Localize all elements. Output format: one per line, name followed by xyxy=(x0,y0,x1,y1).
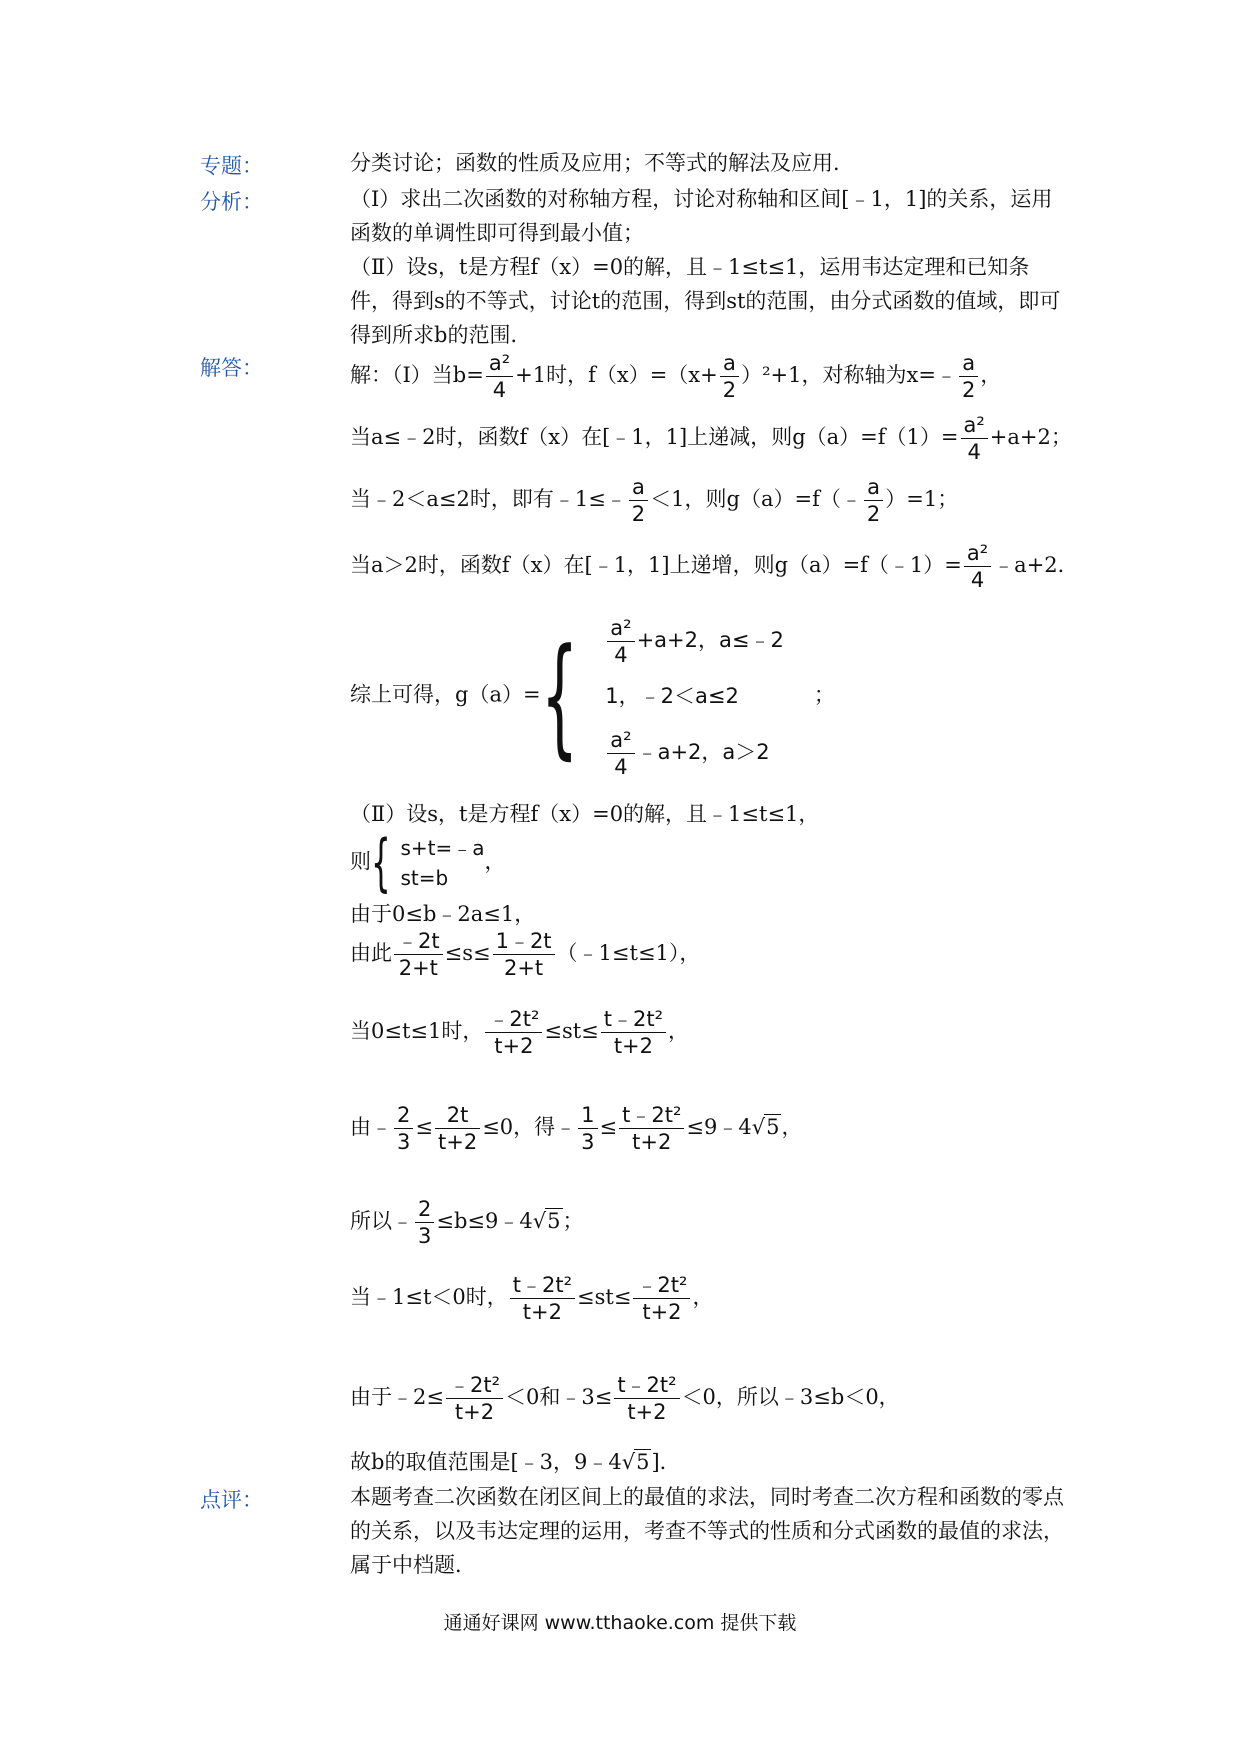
topic-text: 分类讨论；函数的性质及应用；不等式的解法及应用． xyxy=(350,151,854,175)
footer-watermark: 通通好课网 www.tthaoke.com 提供下载 xyxy=(443,1612,797,1634)
solution-label: 解答： xyxy=(200,356,263,380)
comment-text: 本题考查二次函数在闭区间上的最值的求法，同时考查二次方程和函数的零点的关系，以及韦达定理的运用，考查不等式的性质和分式函数的最值的求法，属于中档题． xyxy=(350,1485,1064,1577)
left-brace: { xyxy=(540,620,578,772)
analysis-label: 分析： xyxy=(200,190,263,214)
piecewise-definition: 综上可得，g（a）={ $\frac{\text{a²}}{4}$ +a+2，a≤﹣2 1，﹣2＜a≤2 $\frac{\text{a²}}{4}$ ﹣a+2，a＞2 ； xyxy=(350,612,835,780)
solution-line-3: 当﹣2＜a≤2时，即有﹣1≤﹣ $\frac{a}{2}$ ＜1，则g（a）=f（﹣ $\frac{a}{2}$ ）=1； xyxy=(350,475,959,526)
solution-line-4: 当a＞2时，函数f（x）在[﹣1，1]上递增，则g（a）=f（﹣1）= $\frac{\text{a²}}{4}$ ﹣a+2． xyxy=(350,541,1079,592)
solution-line-13: 当﹣1≤t＜0时， $\frac{\text{t﹣2t²}}{t+2}$ ≤st≤ $\frac{\text{﹣2t²}}{t+2}$ ， xyxy=(350,1273,714,1324)
solution-line-11: 由﹣ $\frac{2}{3}$ ≤ $\frac{2t}{t+2}$ ≤0，得﹣ $\frac{1}{3}$ ≤ $\frac{\text{t﹣2t²}}{t+2}$ ≤9﹣4√5， xyxy=(350,1103,803,1154)
solution-line-12: 所以﹣ $\frac{2}{3}$ ≤b≤9﹣4√5； xyxy=(350,1197,584,1248)
solution-line-10: 当0≤t≤1时， $\frac{\text{﹣2t²}}{t+2}$ ≤st≤ $\frac{\text{t﹣2t²}}{t+2}$ ， xyxy=(350,1007,690,1058)
case-1: $\frac{\text{a²}}{4}$ +a+2，a≤﹣2 xyxy=(605,612,784,668)
case-3: $\frac{\text{a²}}{4}$ ﹣a+2，a＞2 xyxy=(605,724,784,780)
analysis-paragraph-2: （Ⅱ）设s，t是方程f（x）=0的解，且﹣1≤t≤1，运用韦达定理和已知条件，得到s的不等式，讨论t的范围，得到st的范围，由分式函数的值域，即可得到所求b的范围． xyxy=(350,255,1061,347)
solution-line-14: 由于﹣2≤ $\frac{\text{﹣2t²}}{t+2}$ ＜0和﹣3≤ $\frac{\text{t﹣2t²}}{t+2}$ ＜0，所以﹣3≤b＜0， xyxy=(350,1373,900,1424)
topic-label: 专题： xyxy=(200,154,263,178)
case-2: 1，﹣2＜a≤2 xyxy=(605,684,739,708)
solution-line-9: 由此 $\frac{﹣2t}{2+t}$ ≤s≤ $\frac{1﹣2t}{2+t}$ （﹣1≤t≤1）， xyxy=(350,929,701,980)
piecewise-cases xyxy=(605,612,784,780)
analysis-paragraph-1: （Ⅰ）求出二次函数的对称轴方程，讨论对称轴和区间[﹣1，1]的关系，运用函数的单调性即可得到最小值； xyxy=(350,187,1053,245)
solution-line-15: 故b的取值范围是[﹣3，9﹣4√5]． xyxy=(350,1450,681,1474)
solution-line-6: （Ⅱ）设s，t是方程f（x）=0的解，且﹣1≤t≤1， xyxy=(350,802,820,826)
equation-system: 则{ s+t=﹣a st=b ， xyxy=(350,826,506,899)
system-brace: { xyxy=(371,826,391,899)
comment-label: 点评： xyxy=(200,1488,263,1512)
solution-line-1: 解：（Ⅰ）当b= $\frac{\text{a²}}{4}$ +1时，f（x）=（x+ $\frac{a}{2}$ ）²+1，对称轴为x=﹣ $\frac{a}{2}$ ， xyxy=(350,351,1002,402)
solution-line-8: 由于0≤b﹣2a≤1， xyxy=(350,902,536,926)
solution-line-2: 当a≤﹣2时，函数f（x）在[﹣1，1]上递减，则g（a）=f（1）= $\frac{\text{a²}}{4}$ +a+2； xyxy=(350,413,1072,464)
